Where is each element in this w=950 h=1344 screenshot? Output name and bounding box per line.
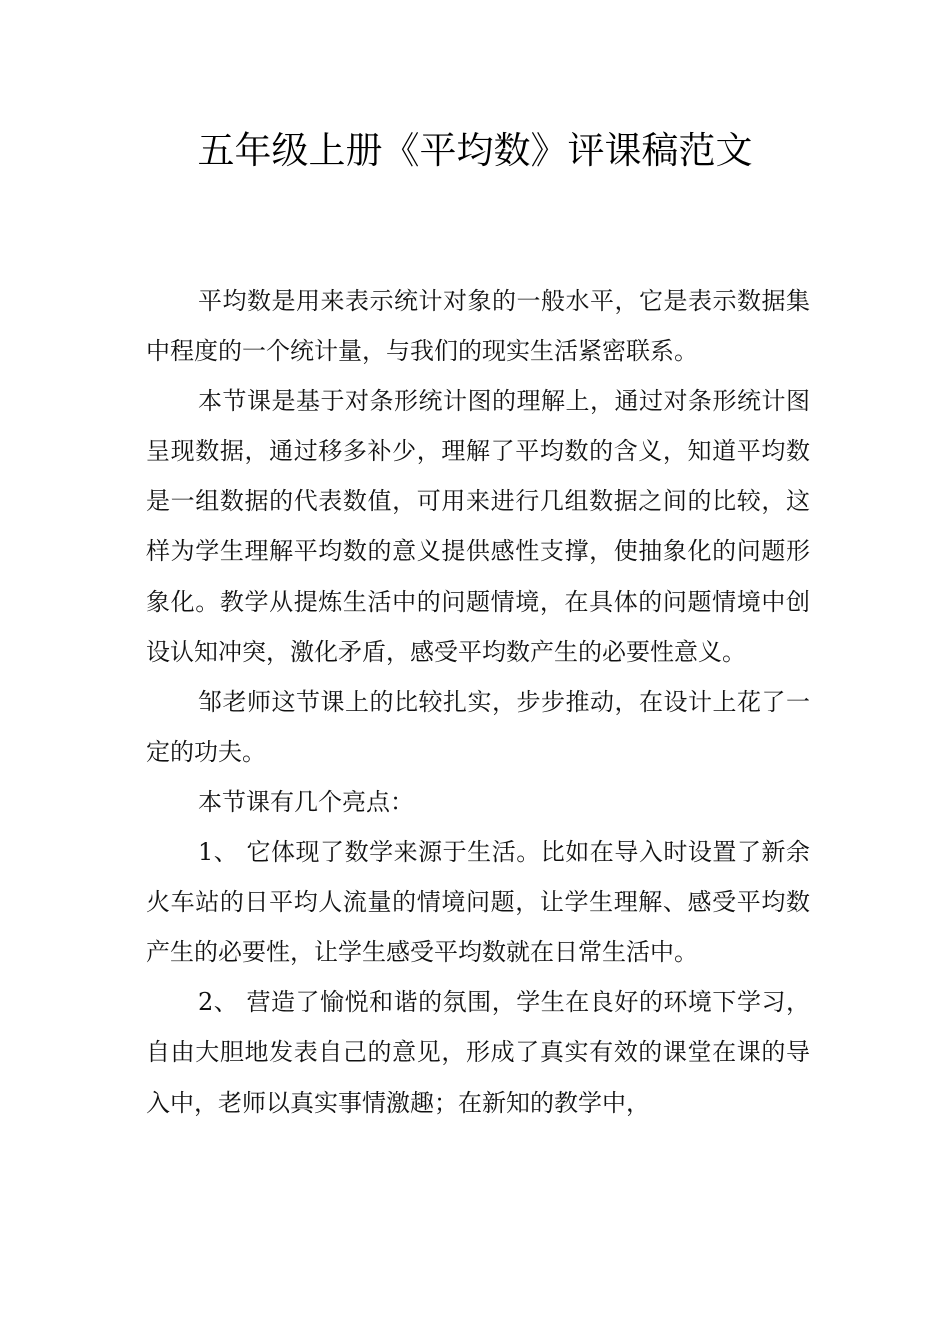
document-title: 五年级上册《平均数》评课稿范文 <box>197 129 753 172</box>
paragraph-highlight-2: 2、 营造了愉悦和谐的氛围，学生在良好的环境下学习，自由大胆地发表自己的意见，形成了真实有效的课堂在课的导入中，老师以真实事情激趣；在新知的教学中， <box>146 988 810 1117</box>
paragraph-highlight-1: 1、 它体现了数学来源于生活。比如在导入时设置了新余火车站的日平均人流量的情境问题，让学生理解、感受平均数产生的必要性，让学生感受平均数就在日常生活中。 <box>146 838 810 967</box>
document-body <box>146 276 810 1128</box>
paragraph-highlights-heading: 本节课有几个亮点： <box>198 787 414 816</box>
paragraph-lesson-basis: 本节课是基于对条形统计图的理解上，通过对条形统计图呈现数据，通过移多补少，理解了平均数的含义，知道平均数是一组数据的代表数值，可用来进行几组数据之间的比较，这样为学生理解平均数的意义提供感性支撑，使抽象化的问题形象化。教学从提炼生活中的问题情境，在具体的问题情境中创设认知冲突，激化矛盾，感受平均数产生的必要性意义。 <box>146 387 810 666</box>
paragraph-intro: 平均数是用来表示统计对象的一般水平，它是表示数据集中程度的一个统计量，与我们的现实生活紧密联系。 <box>146 287 810 366</box>
paragraph-teacher-evaluation: 邹老师这节课上的比较扎实，步步推动，在设计上花了一定的功夫。 <box>146 687 810 766</box>
